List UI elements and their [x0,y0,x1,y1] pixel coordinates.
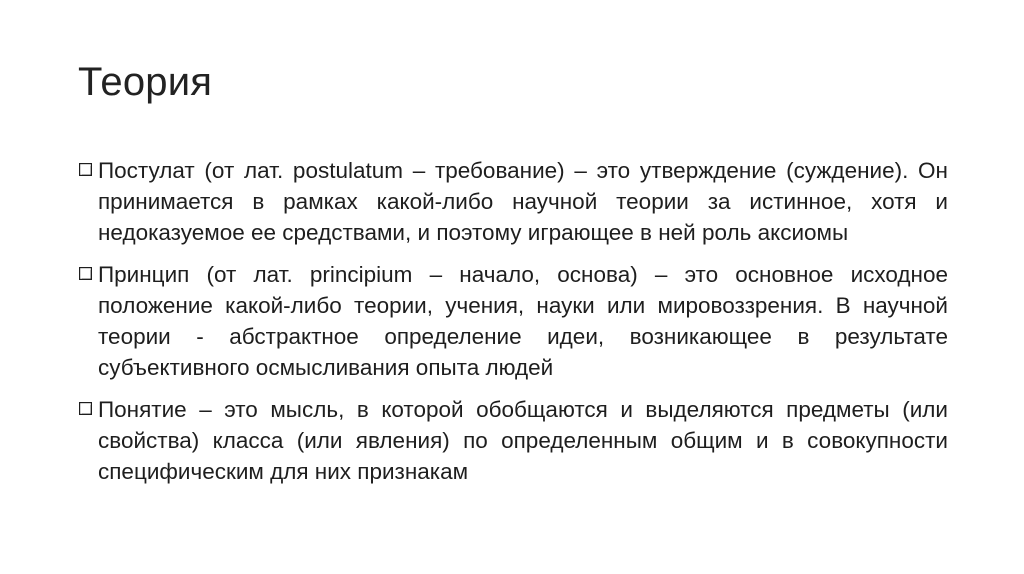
checkbox-square-icon [79,402,92,415]
bullet-list [78,155,948,498]
checkbox-square-icon [79,163,92,176]
bullet-item-concept [78,394,948,487]
bullet-text: Принцип (от лат. principium – начало, основа) – это основное исходное положение какой-либо теории, учения, науки или мировоззрения. В научной теории - абстрактное определение идеи, возникающее в результате субъективного осмысливания опыта людей [98,262,948,380]
slide-title: Теория [78,60,213,104]
bullet-text: Постулат (от лат. postulatum – требование) – это утверждение (суждение). Он принимается в рамках какой-либо научной теории за истинное, хотя и недоказуемое ее средствами, и поэтому играющее в ней роль аксиомы [98,158,948,245]
bullet-item-postulate [78,155,948,248]
bullet-text: Понятие – это мысль, в которой обобщаются и выделяются предметы (или свойства) класса (или явления) по определенным общим и в совокупности специфическим для них признакам [98,397,948,484]
bullet-item-principle [78,259,948,383]
checkbox-square-icon [79,267,92,280]
